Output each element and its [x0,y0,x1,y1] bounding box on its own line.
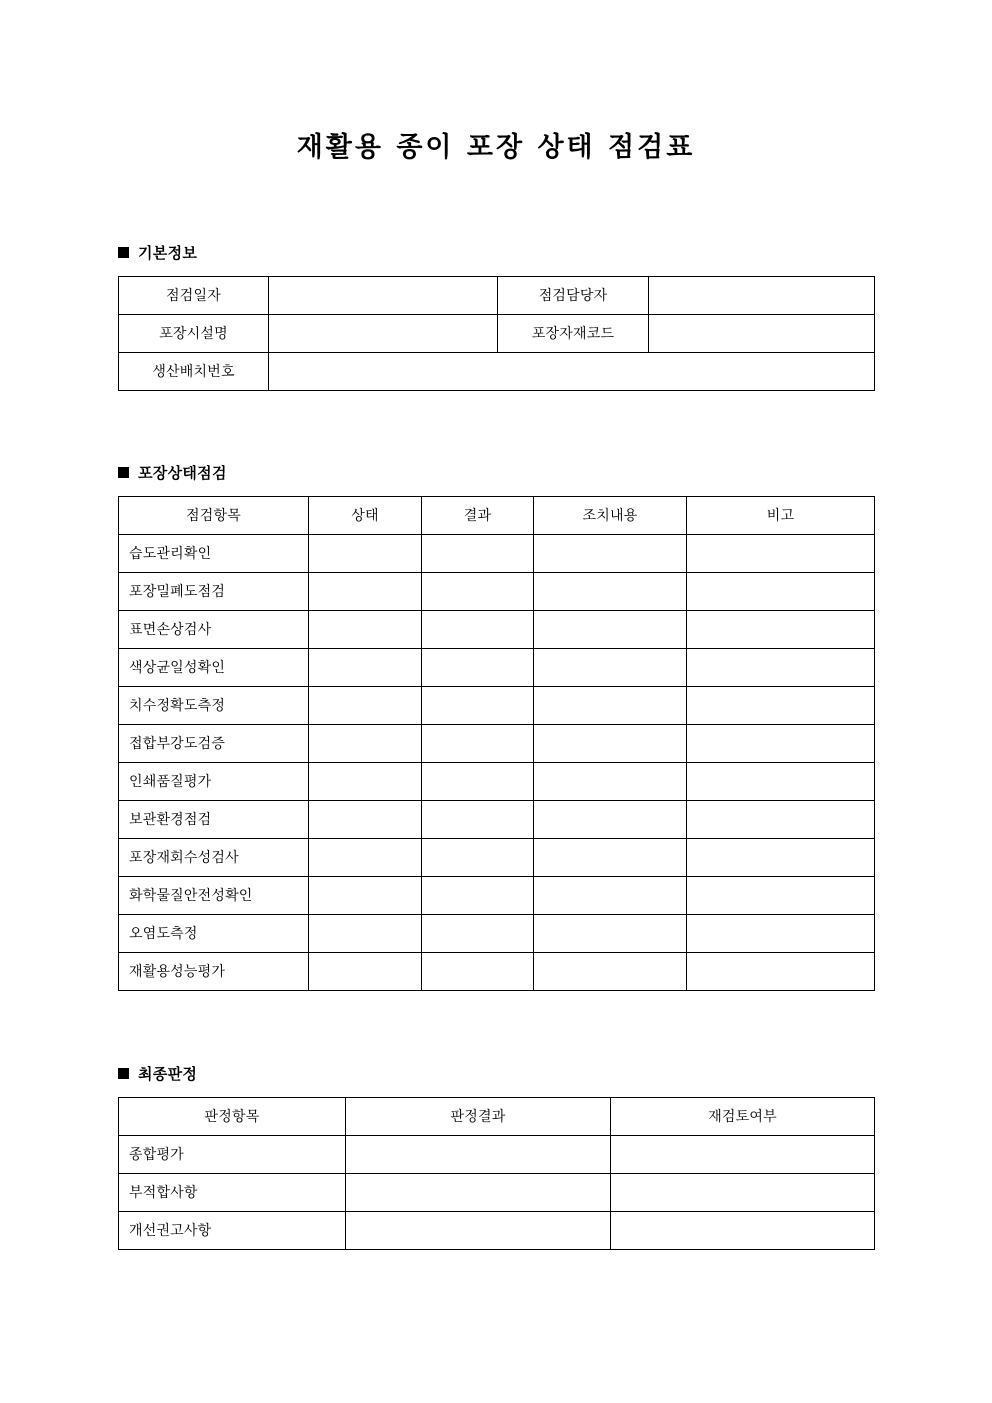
cell-state[interactable] [309,914,422,952]
cell-inspection-item: 치수정확도측정 [119,686,309,724]
section-heading-final-judgement [118,1063,874,1084]
cell-note[interactable] [687,838,875,876]
cell-note[interactable] [687,724,875,762]
cell-judgement-result[interactable] [346,1173,611,1211]
table-row [119,1211,875,1249]
field-inspector[interactable] [649,276,875,314]
table-row [119,686,875,724]
cell-result[interactable] [422,952,534,990]
table-row [119,1173,875,1211]
cell-inspection-item: 보관환경점검 [119,800,309,838]
cell-result[interactable] [422,724,534,762]
cell-action[interactable] [534,610,687,648]
column-header-result: 결과 [422,496,534,534]
section-heading-label: 기본정보 [138,243,198,262]
label-facility-name: 포장시설명 [119,314,269,352]
cell-note[interactable] [687,952,875,990]
section-heading-label: 최종판정 [138,1064,198,1083]
cell-result[interactable] [422,838,534,876]
package-state-table [118,496,875,991]
cell-action[interactable] [534,952,687,990]
cell-action[interactable] [534,914,687,952]
cell-result[interactable] [422,876,534,914]
table-row [119,952,875,990]
cell-inspection-item: 인쇄품질평가 [119,762,309,800]
table-row [119,352,875,390]
table-row [119,314,875,352]
final-judgement-table [118,1097,875,1250]
table-header-row [119,1097,875,1135]
cell-action[interactable] [534,838,687,876]
table-row [119,648,875,686]
cell-review-status[interactable] [611,1135,875,1173]
label-inspection-date: 점검일자 [119,276,269,314]
page-title: 재활용 종이 포장 상태 점검표 [296,132,696,163]
label-inspector: 점검담당자 [498,276,649,314]
cell-note[interactable] [687,914,875,952]
basic-info-table [118,276,875,391]
cell-action[interactable] [534,648,687,686]
field-batch-number[interactable] [269,352,875,390]
cell-judgement-result[interactable] [346,1211,611,1249]
cell-state[interactable] [309,724,422,762]
cell-state[interactable] [309,876,422,914]
cell-state[interactable] [309,686,422,724]
cell-state[interactable] [309,648,422,686]
column-header-judgement-item: 판정항목 [119,1097,346,1135]
table-row [119,276,875,314]
table-row [119,1135,875,1173]
column-header-action: 조치내용 [534,496,687,534]
cell-note[interactable] [687,534,875,572]
cell-action[interactable] [534,724,687,762]
cell-judgement-item: 종합평가 [119,1135,346,1173]
table-row [119,610,875,648]
table-row [119,762,875,800]
cell-note[interactable] [687,800,875,838]
cell-inspection-item: 오염도측정 [119,914,309,952]
cell-inspection-item: 색상균일성확인 [119,648,309,686]
cell-result[interactable] [422,762,534,800]
field-facility-name[interactable] [269,314,498,352]
table-row [119,914,875,952]
cell-inspection-item: 포장재회수성검사 [119,838,309,876]
section-heading-basic-info [118,242,874,263]
table-row [119,876,875,914]
square-bullet-icon [118,1068,129,1079]
cell-inspection-item: 포장밀폐도점검 [119,572,309,610]
cell-judgement-item: 개선권고사항 [119,1211,346,1249]
table-row [119,572,875,610]
square-bullet-icon [118,467,129,478]
cell-result[interactable] [422,572,534,610]
table-row [119,838,875,876]
cell-result[interactable] [422,648,534,686]
cell-action[interactable] [534,572,687,610]
cell-state[interactable] [309,838,422,876]
cell-review-status[interactable] [611,1173,875,1211]
cell-note[interactable] [687,686,875,724]
column-header-review-status: 재검토여부 [611,1097,875,1135]
section-heading-package-state [118,462,874,483]
cell-note[interactable] [687,648,875,686]
cell-state[interactable] [309,610,422,648]
column-header-state: 상태 [309,496,422,534]
cell-action[interactable] [534,686,687,724]
cell-state[interactable] [309,800,422,838]
section-final-judgement [118,1063,874,1250]
cell-judgement-result[interactable] [346,1135,611,1173]
cell-review-status[interactable] [611,1211,875,1249]
table-row [119,800,875,838]
cell-result[interactable] [422,800,534,838]
cell-inspection-item: 재활용성능평가 [119,952,309,990]
cell-inspection-item: 습도관리확인 [119,534,309,572]
cell-note[interactable] [687,610,875,648]
column-header-note: 비고 [687,496,875,534]
table-row [119,534,875,572]
cell-state[interactable] [309,952,422,990]
cell-inspection-item: 접합부강도검증 [119,724,309,762]
cell-action[interactable] [534,762,687,800]
cell-result[interactable] [422,534,534,572]
cell-inspection-item: 표면손상검사 [119,610,309,648]
cell-action[interactable] [534,800,687,838]
cell-note[interactable] [687,572,875,610]
cell-action[interactable] [534,534,687,572]
column-header-judgement-result: 판정결과 [346,1097,611,1135]
cell-state[interactable] [309,572,422,610]
cell-inspection-item: 화학물질안전성확인 [119,876,309,914]
cell-note[interactable] [687,762,875,800]
table-row [119,724,875,762]
column-header-item: 점검항목 [119,496,309,534]
section-package-state [118,462,874,991]
field-material-code[interactable] [649,314,875,352]
square-bullet-icon [118,247,129,258]
label-batch-number: 생산배치번호 [119,352,269,390]
cell-judgement-item: 부적합사항 [119,1173,346,1211]
cell-action[interactable] [534,876,687,914]
cell-state[interactable] [309,534,422,572]
section-heading-label: 포장상태점검 [138,463,227,482]
cell-result[interactable] [422,610,534,648]
cell-state[interactable] [309,762,422,800]
cell-result[interactable] [422,686,534,724]
section-basic-info [118,242,874,391]
field-inspection-date[interactable] [269,276,498,314]
cell-result[interactable] [422,914,534,952]
table-header-row [119,496,875,534]
cell-note[interactable] [687,876,875,914]
label-material-code: 포장자재코드 [498,314,649,352]
